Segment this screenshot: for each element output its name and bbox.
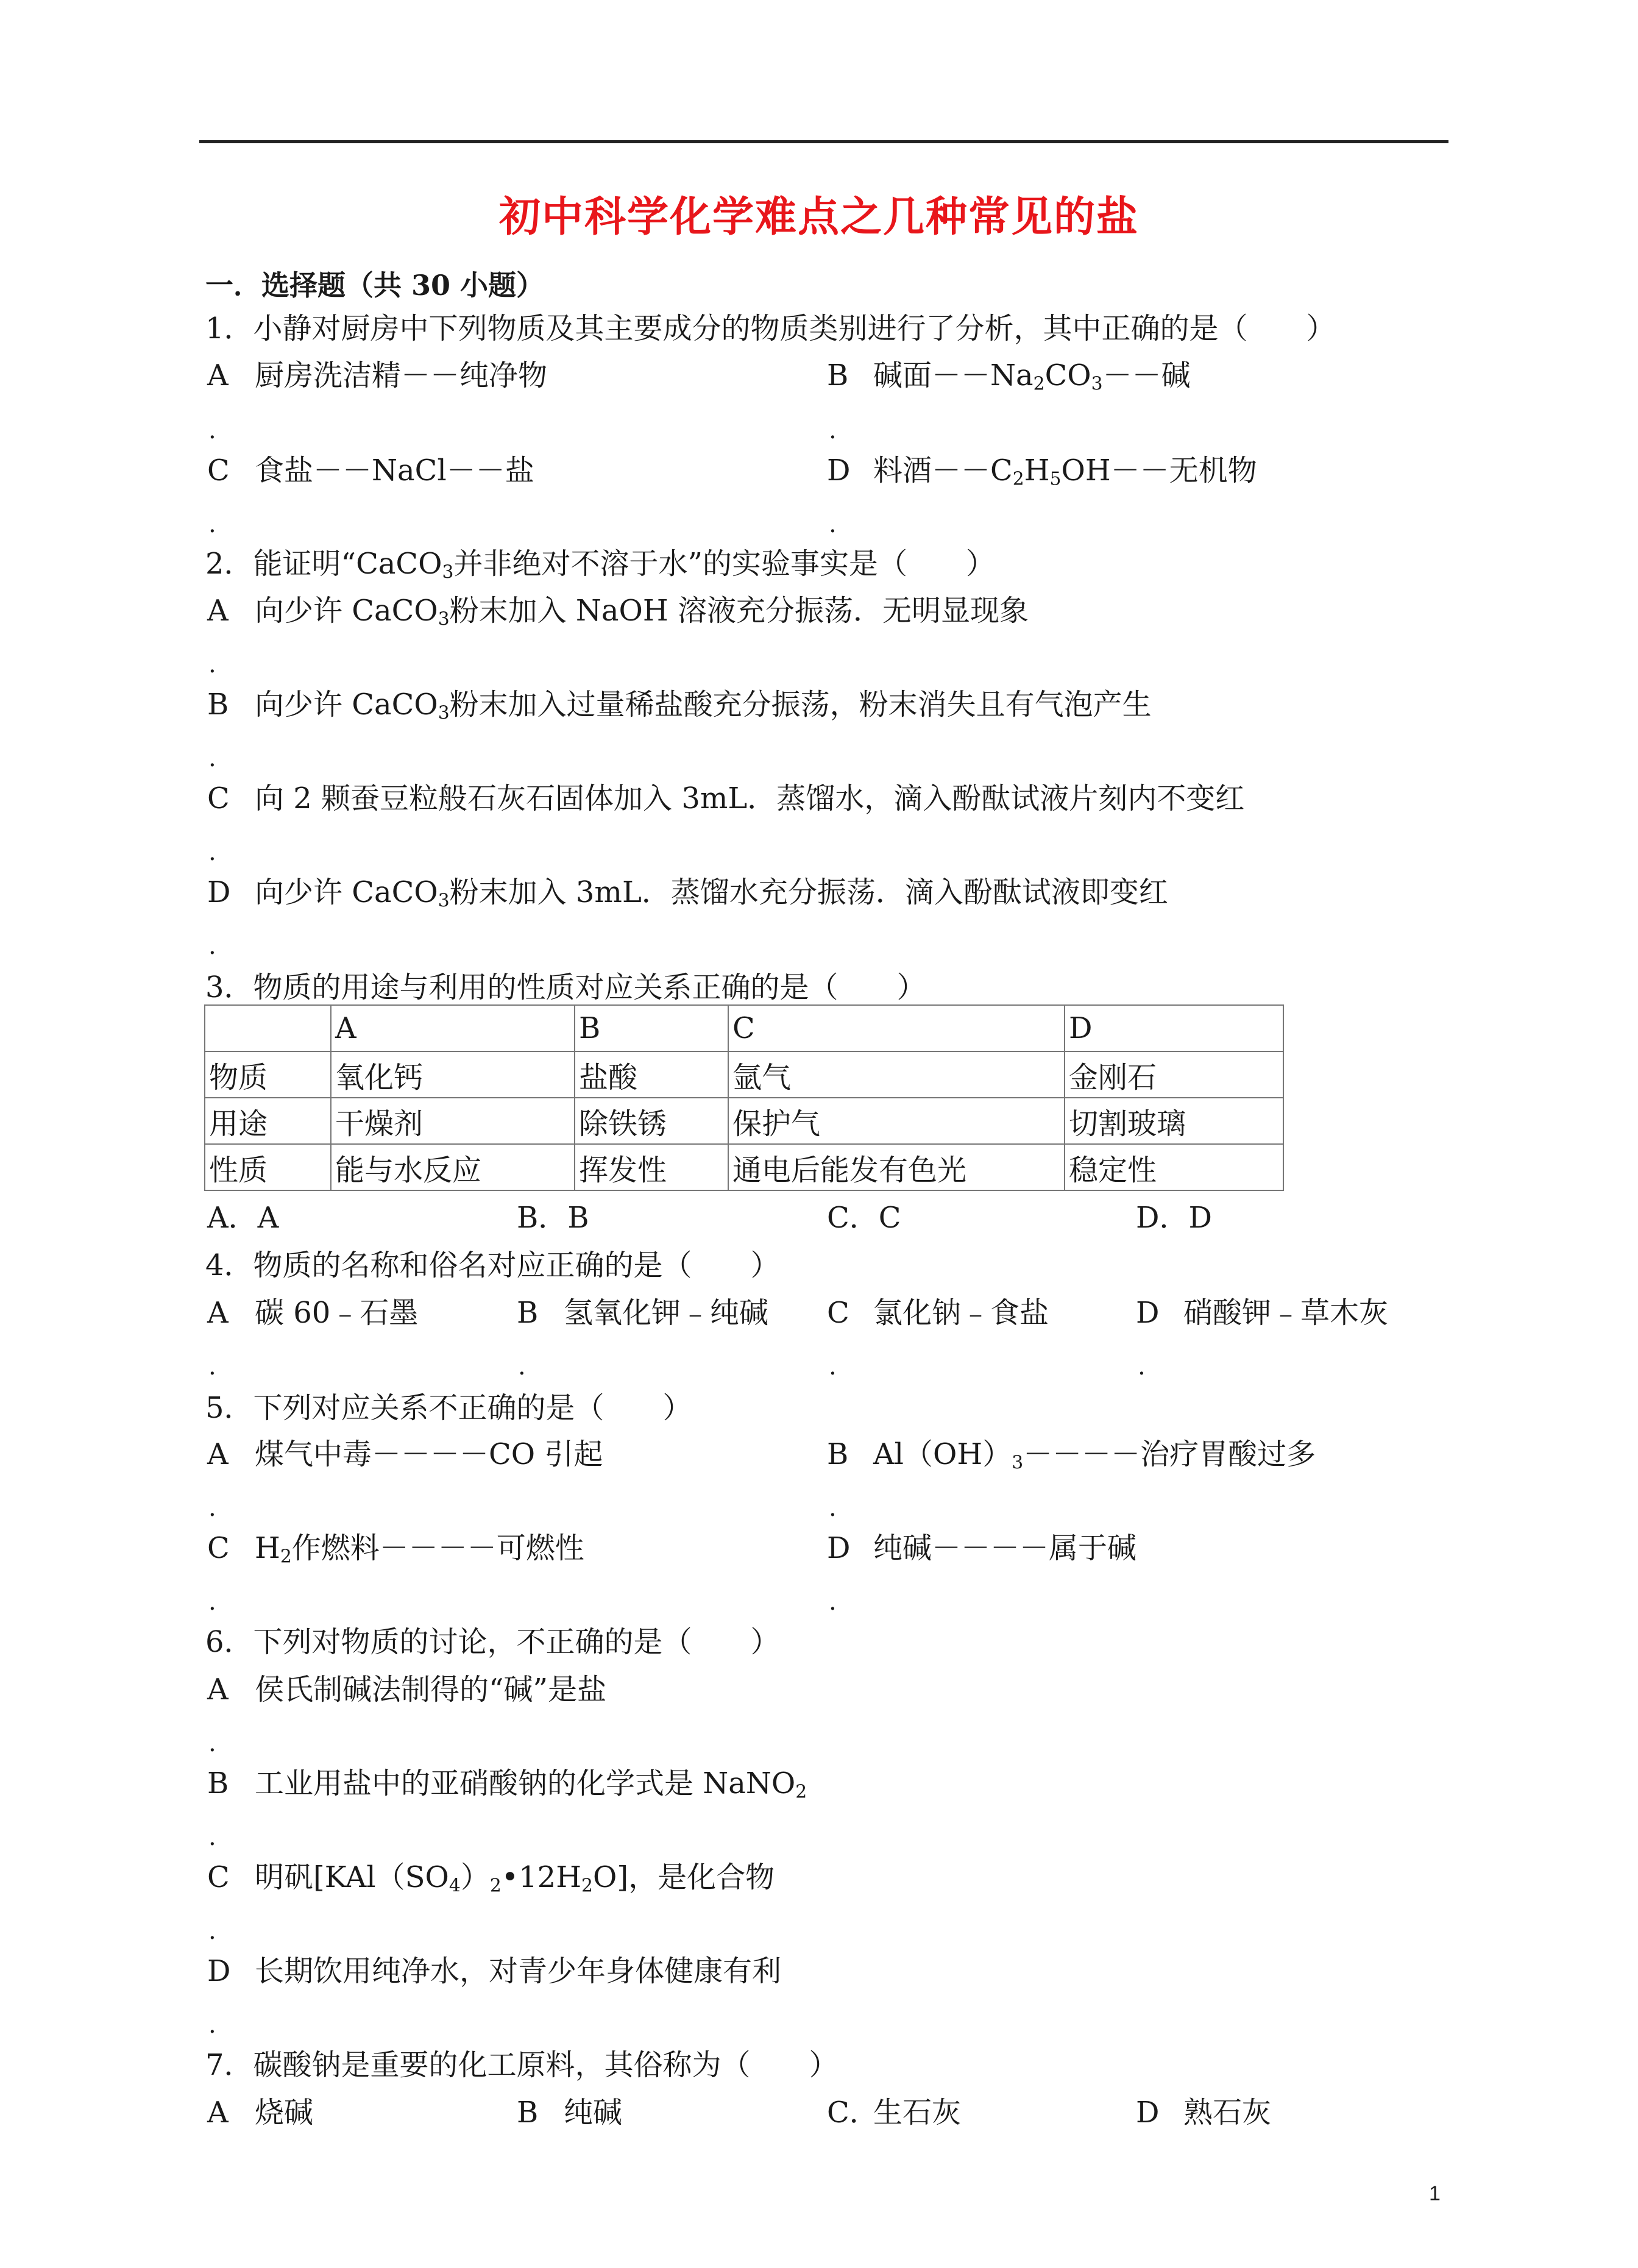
question-2-stem: 2．能证明“CaCO$_3$并非绝对不溶于水”的实验事实是（ ） — [205, 547, 995, 583]
q1-option-c: 食盐－－NaCl－－盐 — [255, 453, 534, 488]
q7-option-c: 生石灰 — [873, 2096, 962, 2130]
q4-option-b-letter: B — [517, 1296, 539, 1330]
table-row — [205, 1144, 1283, 1190]
q5-option-c: $H_2$作燃料－－－－可燃性 — [255, 1531, 584, 1568]
page-number: 1 — [1429, 2182, 1441, 2205]
q4-option-d: 硝酸钾﹣草木灰 — [1183, 1296, 1389, 1330]
dot: . — [829, 416, 837, 444]
table-cell: 物质 — [205, 1051, 331, 1098]
q5-option-b: $Al(OH)_3----$治疗胃酸过多 — [873, 1437, 1316, 1474]
q6-option-a-letter: A — [207, 1673, 229, 1707]
q7-option-b-letter: B — [517, 2096, 539, 2130]
q5-option-a-letter: A — [207, 1437, 229, 1471]
q1-option-d-letter: D — [827, 453, 851, 488]
q6-option-b: 工业用盐中的亚硝酸钠的化学式是 NaNO$_2$ — [255, 1766, 807, 1803]
table-cell: 能与水反应 — [331, 1144, 575, 1190]
table-cell: 氩气 — [728, 1051, 1065, 1098]
q3-option-d: D．D — [1136, 1201, 1212, 1235]
table-cell: 切割玻璃 — [1065, 1098, 1283, 1144]
table-row — [205, 1098, 1283, 1144]
question-4-stem: 4．物质的名称和俗名对应正确的是（ ） — [205, 1248, 780, 1282]
dot: . — [208, 510, 216, 538]
header-rule — [199, 140, 1448, 143]
q7-option-a: 烧碱 — [255, 2096, 314, 2130]
q4-option-a-letter: A — [207, 1296, 229, 1330]
question-3-table — [204, 1004, 1284, 1191]
q1-option-b: 碱面$--Na_2CO_3--$碱 — [873, 358, 1191, 395]
q5-option-c-letter: C — [207, 1531, 230, 1565]
table-cell: 金刚石 — [1065, 1051, 1283, 1098]
table-cell: 通电后能发有色光 — [728, 1144, 1065, 1190]
q7-option-c-letter: C． — [827, 2096, 879, 2130]
q1-option-a-letter: A — [207, 358, 229, 393]
table-cell: 保护气 — [728, 1098, 1065, 1144]
table-cell: C — [728, 1005, 1065, 1051]
q7-option-a-letter: A — [207, 2096, 229, 2130]
question-7-stem: 7．碳酸钠是重要的化工原料，其俗称为（ ） — [205, 2048, 838, 2082]
q3-option-a: A．A — [207, 1201, 279, 1235]
question-6-stem: 6．下列对物质的讨论，不正确的是（ ） — [205, 1625, 780, 1659]
q2-option-c: 向 2 颗蚕豆粒般石灰石固体加入 3mL．蒸馏水，滴入酚酞试液片刻内不变红 — [255, 781, 1245, 816]
q5-option-a: 煤气中毒－－－－CO 引起 — [255, 1437, 603, 1471]
table-cell: 氧化钙 — [331, 1051, 575, 1098]
dot: . — [208, 1917, 216, 1945]
dot: . — [829, 1494, 837, 1522]
dot: . — [208, 1494, 216, 1522]
page-title: 初中科学化学难点之几种常见的盐 — [498, 193, 1139, 241]
table-cell: 用途 — [205, 1098, 331, 1144]
q7-option-d-letter: D — [1136, 2096, 1160, 2130]
q6-option-a: 侯氏制碱法制得的“碱”是盐 — [255, 1673, 607, 1707]
table-cell: 性质 — [205, 1144, 331, 1190]
q7-option-d: 熟石灰 — [1183, 2096, 1272, 2130]
dot: . — [208, 932, 216, 960]
table-cell: 干燥剂 — [331, 1098, 575, 1144]
q2-option-a-letter: A — [207, 594, 229, 628]
q1-option-b-letter: B — [827, 358, 849, 393]
dot: . — [208, 838, 216, 866]
q4-option-b: 氢氧化钾﹣纯碱 — [564, 1296, 769, 1330]
dot: . — [518, 1353, 526, 1381]
dot: . — [208, 1729, 216, 1757]
section-heading: 一．选择题（共 30 小题） — [205, 269, 545, 302]
q6-option-d-letter: D — [207, 1954, 231, 1988]
q5-option-d-letter: D — [827, 1531, 851, 1565]
dot: . — [829, 510, 837, 538]
table-cell: 除铁锈 — [575, 1098, 728, 1144]
dot: . — [829, 1588, 837, 1616]
q2-option-b-letter: B — [207, 688, 229, 722]
q6-option-b-letter: B — [207, 1766, 229, 1801]
q2-option-b: 向少许 CaCO$_3$粉末加入过量稀盐酸充分振荡，粉末消失且有气泡产生 — [255, 688, 1152, 724]
dot: . — [208, 2011, 216, 2039]
question-5-stem: 5．下列对应关系不正确的是（ ） — [205, 1391, 692, 1425]
dot: . — [829, 1353, 837, 1381]
q4-option-c: 氯化钠﹣食盐 — [873, 1296, 1049, 1330]
q6-option-d: 长期饮用纯净水，对青少年身体健康有利 — [255, 1954, 782, 1988]
question-3-stem: 3．物质的用途与利用的性质对应关系正确的是（ ） — [205, 970, 926, 1004]
q6-option-c: 明矾$[KAl(SO_4)_2•12H_2O]$，是化合物 — [255, 1860, 775, 1897]
question-1-stem: 1．小静对厨房中下列物质及其主要成分的物质类别进行了分析，其中正确的是（ ） — [205, 311, 1336, 346]
q1-option-d: 料酒$--C_2H_5OH--$无机物 — [873, 453, 1257, 490]
table-cell — [205, 1005, 331, 1051]
dot: . — [208, 416, 216, 444]
q6-option-c-letter: C — [207, 1860, 230, 1894]
dot: . — [208, 1823, 216, 1851]
table-cell: D — [1065, 1005, 1283, 1051]
q5-option-d: 纯碱－－－－属于碱 — [873, 1531, 1137, 1565]
q2-option-d-letter: D — [207, 875, 231, 909]
q1-option-c-letter: C — [207, 453, 230, 488]
q3-option-c: C．C — [827, 1201, 901, 1235]
table-cell: A — [331, 1005, 575, 1051]
q4-option-a: 碳 60﹣石墨 — [255, 1296, 419, 1330]
dot: . — [208, 650, 216, 678]
dot: . — [1138, 1353, 1146, 1381]
table-cell: B — [575, 1005, 728, 1051]
q5-option-b-letter: B — [827, 1437, 849, 1471]
table-cell: 盐酸 — [575, 1051, 728, 1098]
dot: . — [208, 1353, 216, 1381]
q3-option-b: B．B — [517, 1201, 589, 1235]
q2-option-c-letter: C — [207, 781, 230, 816]
q2-option-d: 向少许 CaCO$_3$粉末加入 3mL．蒸馏水充分振荡．滴入酚酞试液即变红 — [255, 875, 1168, 912]
table-cell: 稳定性 — [1065, 1144, 1283, 1190]
table-row — [205, 1051, 1283, 1098]
dot: . — [208, 1588, 216, 1616]
dot: . — [208, 744, 216, 772]
q1-option-a: 厨房洗洁精－－纯净物 — [255, 358, 548, 393]
q4-option-c-letter: C — [827, 1296, 849, 1330]
table-cell: 挥发性 — [575, 1144, 728, 1190]
q7-option-b: 纯碱 — [564, 2096, 623, 2130]
q2-option-a: 向少许 CaCO$_3$粉末加入 NaOH 溶液充分振荡．无明显现象 — [255, 594, 1029, 630]
table-row — [205, 1005, 1283, 1051]
q4-option-d-letter: D — [1136, 1296, 1160, 1330]
